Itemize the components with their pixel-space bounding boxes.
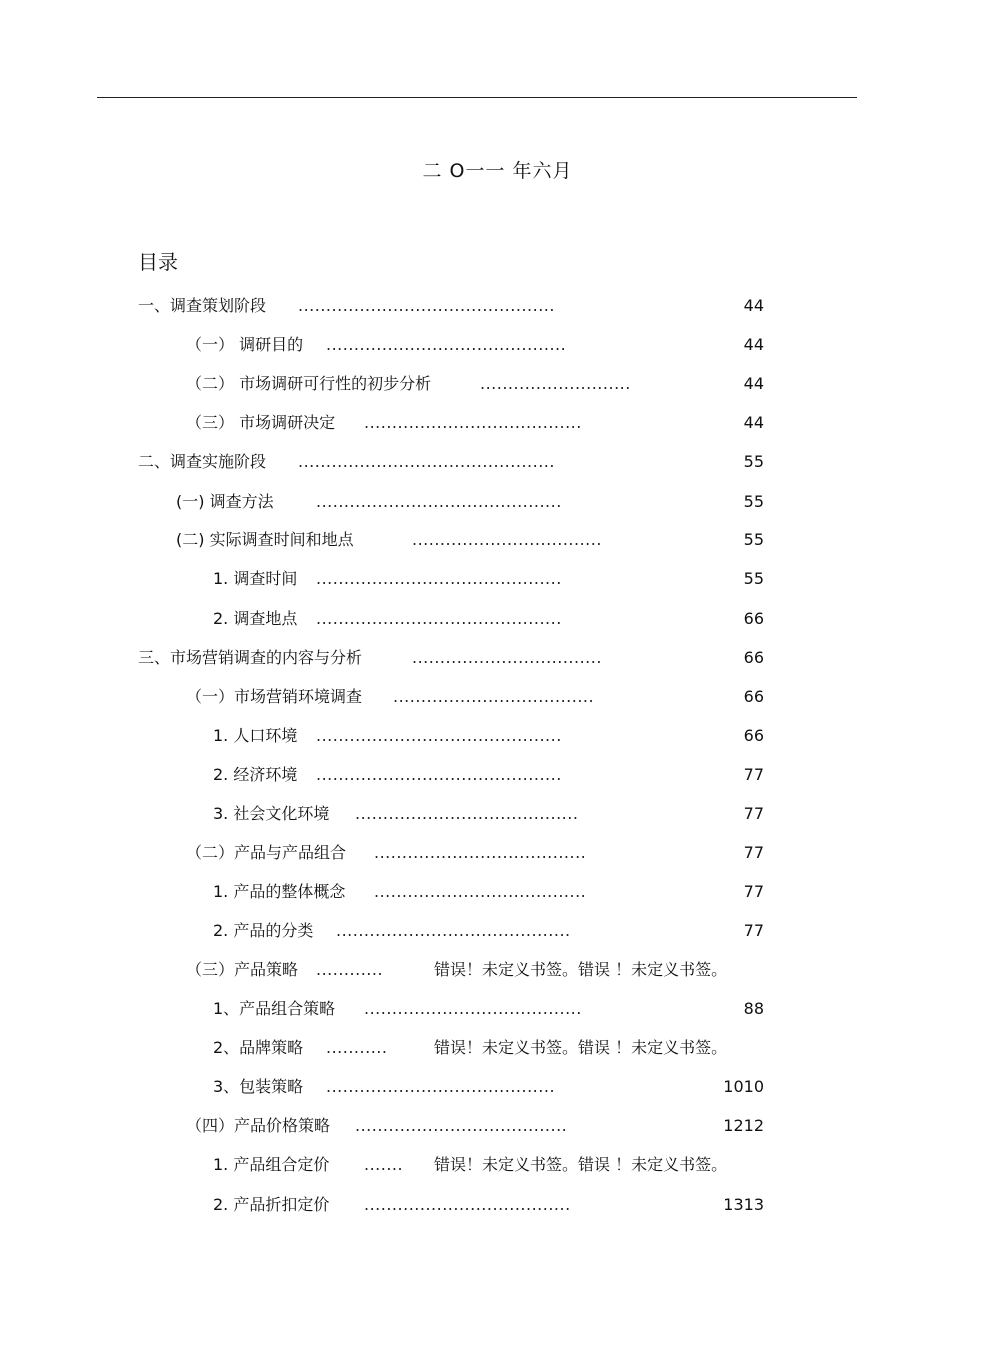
toc-dot-leader: ............................................ xyxy=(316,569,562,588)
toc-entry-label: （一）市场营销环境调查 xyxy=(186,687,363,706)
toc-page-number: 错误！未定义书签。错误 ！未定义书签。 xyxy=(434,960,728,979)
toc-page-number: 66 xyxy=(743,609,764,628)
toc-entry[interactable] xyxy=(186,411,764,435)
toc-page-number: 55 xyxy=(743,569,764,588)
toc-dot-leader: ............................................ xyxy=(316,492,562,511)
toc-entry-label: 2、品牌策略 xyxy=(213,1038,304,1057)
toc-dot-leader: ....................................... xyxy=(364,413,582,432)
toc-entry[interactable] xyxy=(213,997,764,1021)
toc-page-number: 55 xyxy=(743,530,764,549)
toc-page-number: 55 xyxy=(743,452,764,471)
toc-dot-leader: ............................................ xyxy=(316,726,562,745)
toc-page-number: 44 xyxy=(743,296,764,315)
toc-entry-label: (二) 实际调查时间和地点 xyxy=(176,530,354,549)
toc-dot-leader: ...................................... xyxy=(374,882,587,901)
toc-entry[interactable] xyxy=(213,1193,764,1217)
toc-page-number: 66 xyxy=(743,648,764,667)
toc-dot-leader: ............................................ xyxy=(316,765,562,784)
toc-entry[interactable] xyxy=(138,294,764,318)
toc-entry[interactable] xyxy=(213,1036,764,1060)
toc-page-number: 44 xyxy=(743,374,764,393)
toc-entry-label: （三） 市场调研决定 xyxy=(186,413,336,432)
toc-page-number: 66 xyxy=(743,687,764,706)
toc-dot-leader: ........................... xyxy=(480,374,631,393)
toc-page-number: 错误！未定义书签。错误 ！未定义书签。 xyxy=(434,1155,728,1174)
date-line: 二 O一一 年六月 xyxy=(422,160,573,182)
toc-dot-leader: ...................................... xyxy=(355,1116,568,1135)
toc-entry-label: 3. 社会文化环境 xyxy=(213,804,330,823)
toc-dot-leader: ...................................... xyxy=(374,843,587,862)
toc-entry[interactable] xyxy=(186,333,764,357)
toc-entry-label: （三）产品策略 xyxy=(186,960,299,979)
toc-entry[interactable] xyxy=(186,1114,764,1138)
toc-entry[interactable] xyxy=(186,372,764,396)
toc-dot-leader: ..................................... xyxy=(364,1195,571,1214)
toc-page-number: 77 xyxy=(743,843,764,862)
toc-entry-label: 2. 产品的分类 xyxy=(213,921,314,940)
toc-page-number: 错误！未定义书签。错误 ！未定义书签。 xyxy=(434,1038,728,1057)
toc-entry[interactable] xyxy=(176,528,764,552)
toc-entry[interactable] xyxy=(213,763,764,787)
header-rule xyxy=(97,97,857,98)
toc-page-number: 77 xyxy=(743,804,764,823)
toc-entry-label: 3、包装策略 xyxy=(213,1077,304,1096)
toc-page-number: 88 xyxy=(743,999,764,1018)
toc-entry-label: 2. 调查地点 xyxy=(213,609,298,628)
toc-entry-label: 2. 产品折扣定价 xyxy=(213,1195,330,1214)
toc-entry[interactable] xyxy=(213,802,764,826)
toc-entry-label: 1、产品组合策略 xyxy=(213,999,336,1018)
toc-page-number: 44 xyxy=(743,413,764,432)
toc-dot-leader: .............................................. xyxy=(298,452,555,471)
toc-page-number: 77 xyxy=(743,921,764,940)
toc-entry[interactable] xyxy=(186,685,764,709)
toc-entry[interactable] xyxy=(213,919,764,943)
toc-entry[interactable] xyxy=(213,1075,764,1099)
toc-entry-label: （一） 调研目的 xyxy=(186,335,304,354)
toc-page-number: 1313 xyxy=(723,1195,764,1214)
toc-page-number: 77 xyxy=(743,882,764,901)
toc-page-number: 66 xyxy=(743,726,764,745)
toc-dot-leader: .............................................. xyxy=(298,296,555,315)
toc-dot-leader: .................................... xyxy=(393,687,595,706)
toc-dot-leader: ......................................... xyxy=(326,1077,556,1096)
toc-title: 目录 xyxy=(138,250,178,274)
toc-page-number: 55 xyxy=(743,492,764,511)
toc-entry-label: （二）产品与产品组合 xyxy=(186,843,347,862)
toc-page-number: 1212 xyxy=(723,1116,764,1135)
toc-entry[interactable] xyxy=(138,450,764,474)
toc-dot-leader: .................................. xyxy=(412,530,602,549)
toc-entry-label: （四）产品价格策略 xyxy=(186,1116,331,1135)
toc-dot-leader: ........................................... xyxy=(326,335,567,354)
toc-dot-leader: ....................................... xyxy=(364,999,582,1018)
toc-entry-label: 2. 经济环境 xyxy=(213,765,298,784)
toc-entry-label: 1. 产品的整体概念 xyxy=(213,882,346,901)
toc-entry[interactable] xyxy=(186,841,764,865)
toc-entry[interactable] xyxy=(213,724,764,748)
toc-entry[interactable] xyxy=(176,490,764,514)
toc-page-number: 1010 xyxy=(723,1077,764,1096)
toc-dot-leader: ....... xyxy=(364,1155,404,1174)
toc-entry-label: (一) 调查方法 xyxy=(176,492,274,511)
toc-dot-leader: .................................. xyxy=(412,648,602,667)
toc-entry[interactable] xyxy=(213,880,764,904)
toc-entry-label: 三、市场营销调查的内容与分析 xyxy=(138,648,363,667)
toc-dot-leader: .......................................... xyxy=(336,921,571,940)
toc-entry-label: 1. 人口环境 xyxy=(213,726,298,745)
toc-entry-label: 一、调查策划阶段 xyxy=(138,296,267,315)
toc-entry[interactable] xyxy=(186,958,764,982)
toc-dot-leader: ............................................ xyxy=(316,609,562,628)
toc-entry-label: 1. 调查时间 xyxy=(213,569,298,588)
toc-entry-label: 1. 产品组合定价 xyxy=(213,1155,330,1174)
toc-entry[interactable] xyxy=(138,646,764,670)
toc-entry[interactable] xyxy=(213,607,764,631)
toc-page-number: 77 xyxy=(743,765,764,784)
toc-page-number: 44 xyxy=(743,335,764,354)
toc-entry[interactable] xyxy=(213,1153,764,1177)
toc-entry-label: 二、调查实施阶段 xyxy=(138,452,267,471)
toc-dot-leader: ........................................ xyxy=(355,804,579,823)
toc-dot-leader: ............ xyxy=(316,960,384,979)
toc-dot-leader: ........... xyxy=(326,1038,388,1057)
toc-entry-label: （二） 市场调研可行性的初步分析 xyxy=(186,374,432,393)
toc-entry[interactable] xyxy=(213,567,764,591)
